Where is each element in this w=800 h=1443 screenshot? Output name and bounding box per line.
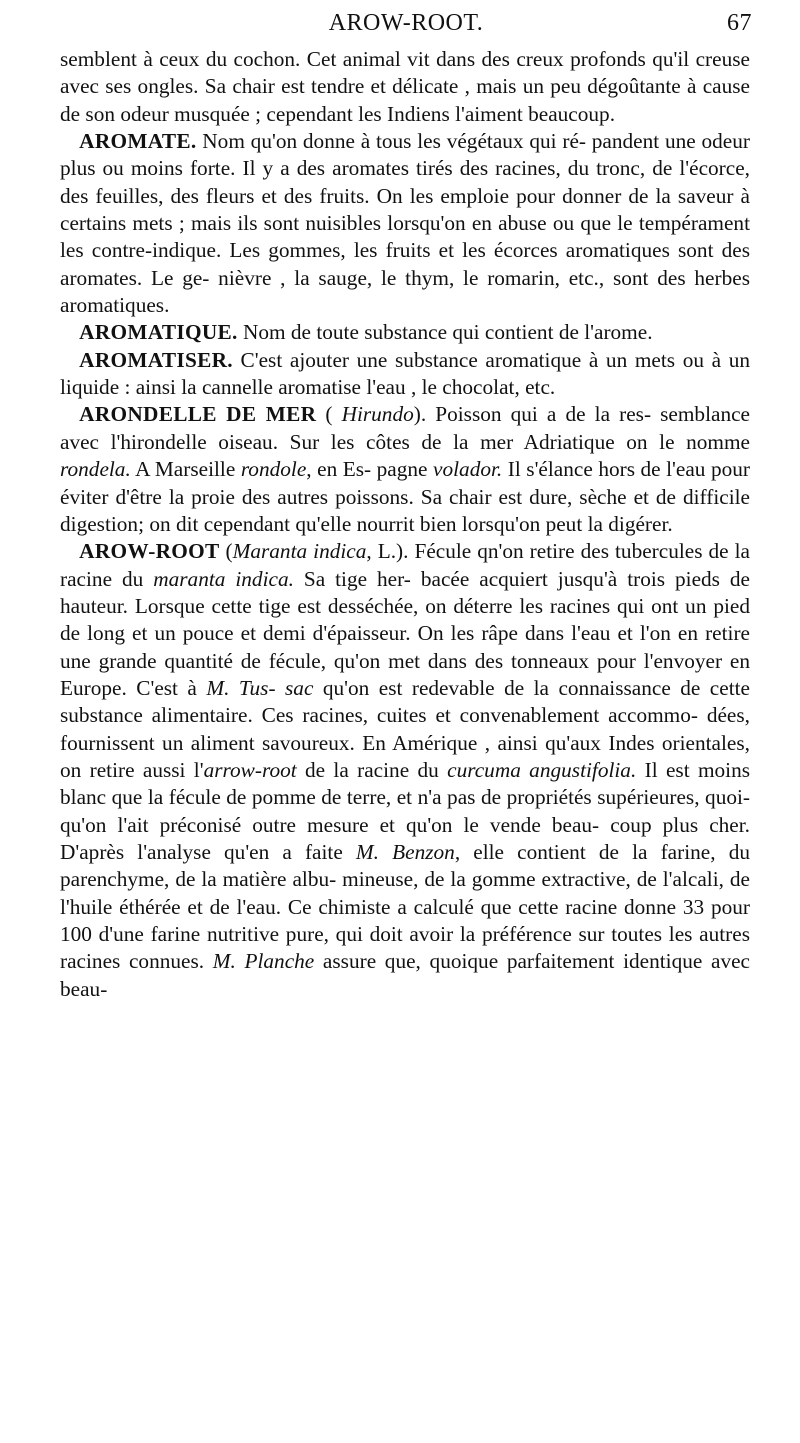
entry-term: AROW-ROOT — [79, 539, 220, 564]
paragraph-text: semblent à ceux du cochon. Cet animal vit dans des creux profonds qu'il creuse avec ses ongles. Sa chair est tendre et délicate , mais un peu dégoûtante à cause de son odeur musquée ; cependant les Indiens l'aiment beaucoup. — [60, 47, 750, 126]
entry-term: AROMATE. — [79, 129, 197, 154]
entry-text: C'est ajouter une substance aromatique à un mets ou à un liquide : ainsi la cannelle aromatise l'eau , le chocolat, etc. — [60, 347, 750, 400]
entry-text: Nom qu'on donne à tous les végétaux qui ré- pandent une odeur plus ou moins forte. Il y a des aromates tirés des racines, du tronc, de l'écorce, des feuilles, des fleurs et des fruits. On les emploie pour donner de la saveur à certains mets ; mais ils sont nuisibles lorsqu'on en abuse ou que le tempérament les contre-indique. Les gommes, les fruits et les écorces aromatiques sont des aromates. Le ge- nièvre , la sauge, le thym, le romarin, etc., sont des herbes aromatiques. — [60, 129, 750, 318]
entry-text: ). Poisson qui a de la res- semblance avec l'hirondelle oiseau. Sur les côtes de la mer Adriatique on le nomme — [60, 402, 750, 454]
entry-term: AROMATISER. — [79, 347, 233, 372]
entry-arow-root — [60, 538, 750, 1003]
entry-arondelle-de-mer — [60, 401, 750, 538]
entry-text: Sa tige her- bacée acquiert jusqu'à trois pieds de hauteur. Lorsque cette tige est desséchée, on déterre les racines qui ont un pied de long et un pouce et demi d'épaisseur. On les râpe dans l'eau et l'on en retire une grande quantité de fécule, qu'on met dans des tonneaux pour l'envoyer en Europe. C'est à — [60, 566, 751, 700]
entry-aromatiser — [60, 347, 750, 402]
italic-term: M. Benzon — [355, 839, 455, 864]
italic-term: maranta indica. — [153, 566, 294, 591]
entry-text: A Marseille — [130, 457, 241, 482]
italic-term: Hirundo — [341, 402, 414, 427]
body-text — [60, 46, 750, 1003]
entry-text: , en Es- pagne — [306, 457, 434, 482]
italic-term: arrow-root — [203, 757, 297, 782]
page-number: 67 — [727, 10, 752, 36]
paragraph-continuation — [60, 46, 750, 128]
entry-term: ARONDELLE DE MER — [79, 402, 317, 427]
entry-text: Il s'élance hors de l'eau pour éviter d'être la proie des autres poissons. Sa chair est dure, sèche et de difficile digestion; on dit cependant qu'elle nourrit bien lorsqu'on peut la digérer. — [60, 457, 750, 536]
italic-term: M. Tus- sac — [206, 675, 314, 700]
italic-term: rondela. — [60, 457, 131, 482]
entry-aromatique — [60, 319, 750, 346]
running-title: AROW-ROOT. — [328, 10, 484, 36]
page-header — [60, 10, 752, 40]
italic-term: Maranta indica — [232, 539, 367, 564]
entry-text: ( — [219, 539, 233, 564]
entry-text: , L.). Fécule qn'on retire des tubercules de la racine du — [60, 539, 750, 591]
entry-text: ( — [316, 402, 342, 427]
italic-term: curcuma angustifolia. — [447, 757, 637, 782]
entry-text: assure que, quoique parfaitement identique avec beau- — [60, 949, 751, 1001]
entry-text: , elle contient de la farine, du parenchyme, de la matière albu- mineuse, de la gomme extractive, de l'alcali, de l'huile éthérée et de l'eau. Ce chimiste a calculé que cette racine donne 33 pour 100 d'une farine nutritive pure, qui doit avoir la préférence sur toutes les autres racines connues. — [60, 839, 750, 974]
entry-aromate — [60, 128, 750, 319]
entry-text: Il est moins blanc que la fécule de pomme de terre, et n'a pas de propriétés supérieures, quoi- qu'on l'ait préconisé outre mesure et qu'on le vende beau- coup plus cher. D'après l'analyse qu'en a faite — [60, 757, 751, 864]
entry-text: Nom de toute substance qui contient de l'arome. — [237, 320, 653, 345]
italic-term: M. Planche — [212, 949, 315, 974]
italic-term: rondole — [240, 457, 307, 482]
entry-text: de la racine du — [296, 757, 448, 782]
entry-term: AROMATIQUE. — [79, 320, 238, 345]
entry-text: qu'on est redevable de la connaissance de cette substance alimentaire. Ces racines, cuites et convenablement accommo- dées, fournissent un aliment savoureux. En Amérique , ainsi qu'aux Indes orientales, on retire aussi l' — [60, 675, 750, 782]
italic-term: volador. — [433, 457, 503, 482]
